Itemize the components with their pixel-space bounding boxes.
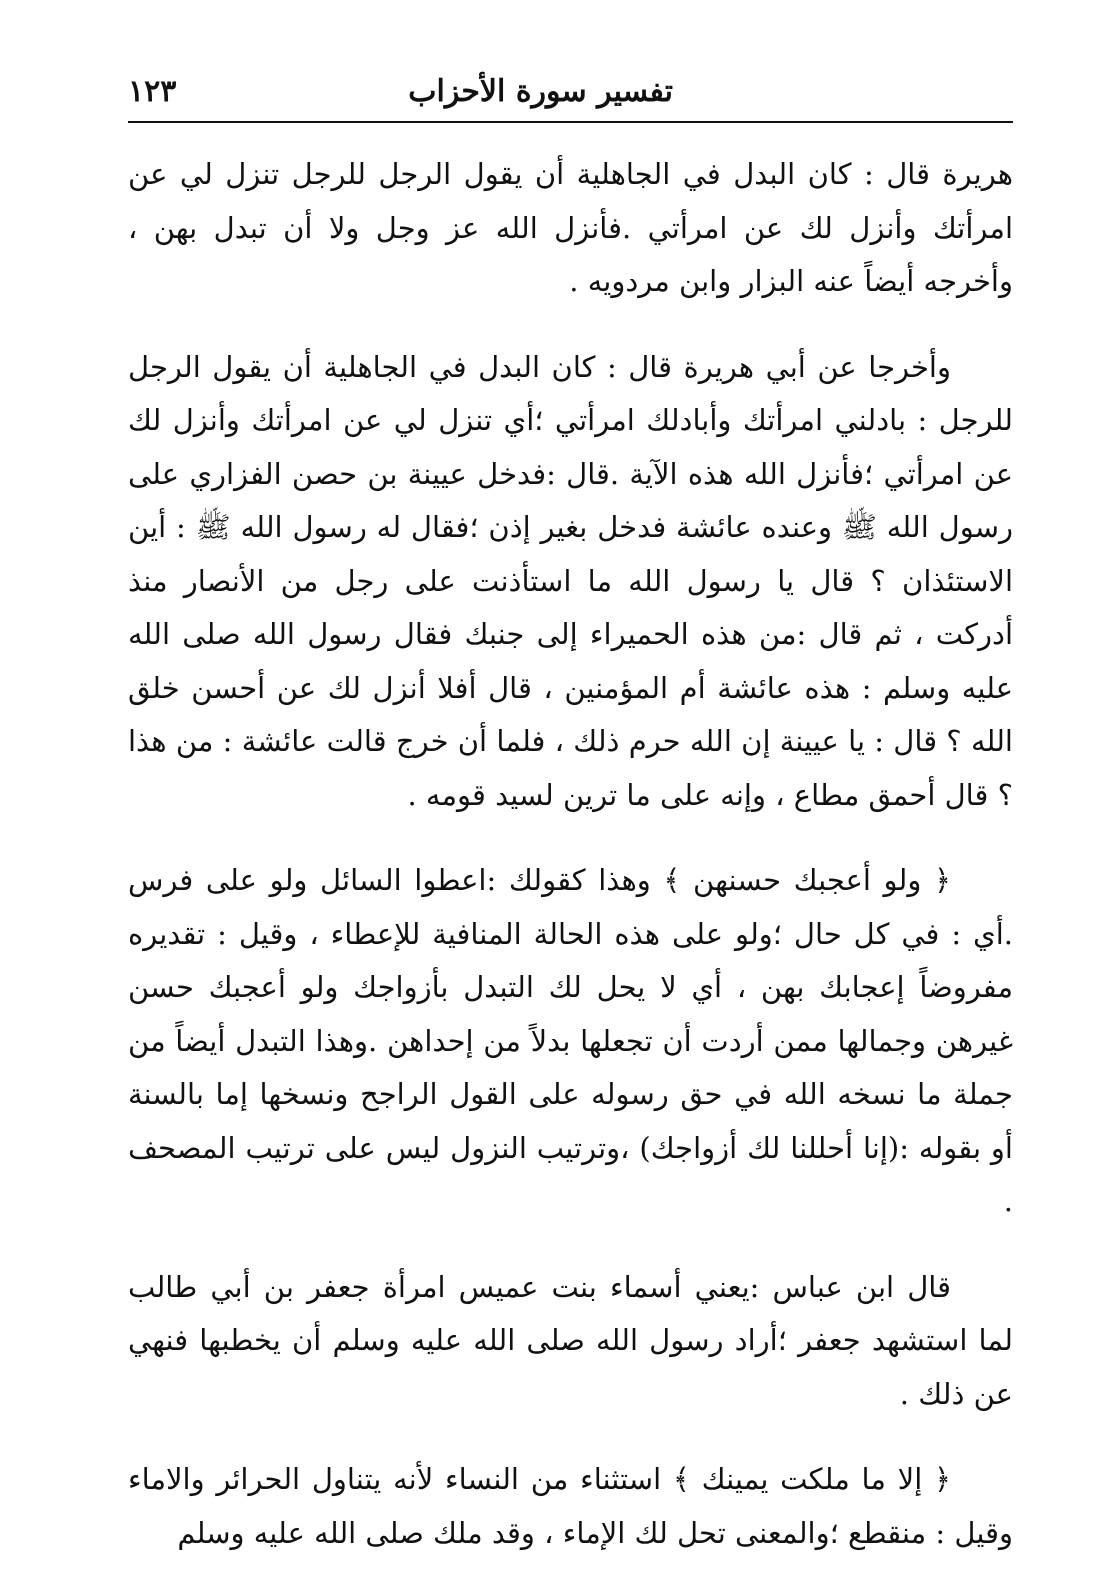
running-title: تفسير سورة الأحزاب [408,74,673,109]
paragraph-2: وأخرجا عن أبي هريرة قال : كان البدل في الجاهلية أن يقول الرجل للرجل : بادلني امرأتك وأبادلك امرأتي ؛أي تنزل لي عن امرأتك وأنزل لك عن امرأتي ؛فأنزل الله هذه الآية .قال :فدخل عيينة بن حصن الفزاري على رسول الله ﷺ وعنده عائشة فدخل بغير إذن ؛فقال له رسول الله ﷺ : أين الاستئذان ؟ قال يا رسول الله ما استأذنت على رجل من الأنصار منذ أدركت ، ثم قال :من هذه الحميراء إلى جنبك فقال رسول الله صلى الله عليه وسلم : هذه عائشة أم المؤمنين ، قال أفلا أنزل لك عن أحسن خلق الله ؟ قال : يا عيينة إن الله حرم ذلك ، فلما أن خرج قالت عائشة : من هذا ؟ قال أحمق مطاع ، وإنه على ما ترين لسيد قومه . [128,349,1013,812]
header-rule [128,121,1013,123]
paragraph-1: هريرة قال : كان البدل في الجاهلية أن يقول الرجل للرجل تنزل لي عن امرأتك وأنزل لك عن امرأتي .فأنزل الله عز وجل ولا أن تبدل بهن ، وأخرجه أيضاً عنه البزار وابن مردويه . [128,157,1013,298]
body-text [128,148,1013,1591]
paragraph-3: ﴿ ولو أعجبك حسنهن ﴾ وهذا كقولك :اعطوا السائل ولو على فرس .أي : في كل حال ؛ولو على هذه الحالة المنافية للإعطاء ، وقيل : تقديره مفروضاً إعجابك بهن ، أي لا يحل لك التبدل بأزواجك ولو أعجبك حسن غيرهن وجمالها ممن أردت أن تجعلها بدلاً من إحداهن .وهذا التبدل أيضاً من جملة ما نسخه الله في حق رسوله على القول الراجح ونسخها إما بالسنة أو بقوله :(إنا أحللنا لك أزواجك) ،وترتيب النزول ليس على ترتيب المصحف . [128,863,1013,1218]
running-header [128,66,1013,118]
paragraph-5: ﴿ إلا ما ملكت يمينك ﴾ استثناء من النساء لأنه يتناول الحرائر والاماء وقيل : منقطع ؛والمعنى تحل لك الإماء ، وقد ملك صلى الله عليه وسلم [128,1462,1013,1550]
paragraph-4: قال ابن عباس :يعني أسماء بنت عميس امرأة جعفر بن أبي طالب لما استشهد جعفر ؛أراد رسول الله صلى الله عليه وسلم أن يخطبها فنهي عن ذلك . [128,1269,1013,1411]
page-number: ١٢٣ [128,74,177,109]
